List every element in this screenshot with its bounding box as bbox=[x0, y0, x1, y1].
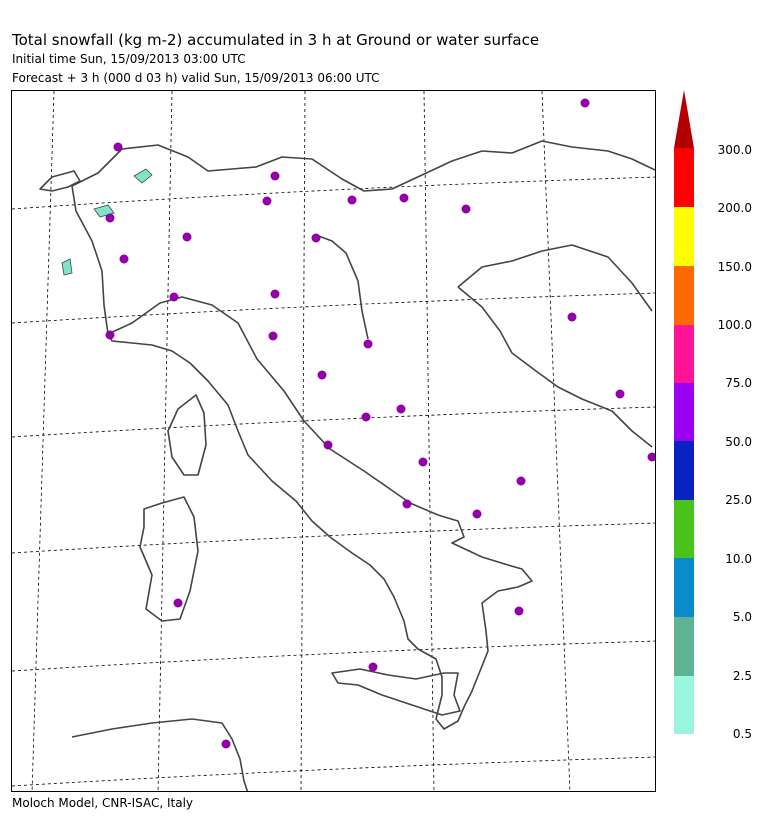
station-marker bbox=[174, 599, 183, 608]
station-marker bbox=[362, 413, 371, 422]
legend-label-10: 300.0 bbox=[717, 143, 752, 157]
legend-label-5: 50.0 bbox=[725, 435, 752, 449]
station-marker bbox=[400, 194, 409, 203]
legend-swatch-2 bbox=[674, 558, 694, 617]
station-marker bbox=[170, 293, 179, 302]
legend-swatch-1 bbox=[674, 617, 694, 676]
map-canvas bbox=[12, 91, 656, 792]
station-marker bbox=[114, 143, 123, 152]
legend-swatch-5 bbox=[674, 383, 694, 441]
legend-label-3: 10.0 bbox=[725, 552, 752, 566]
legend-label-7: 100.0 bbox=[717, 318, 752, 332]
legend-swatch-0 bbox=[674, 676, 694, 734]
map-panel bbox=[11, 90, 656, 792]
station-marker bbox=[318, 371, 327, 380]
station-marker bbox=[581, 99, 590, 108]
station-marker bbox=[648, 453, 657, 462]
adriatic-west-coast bbox=[316, 235, 368, 339]
station-markers bbox=[106, 99, 657, 749]
snow-patch bbox=[134, 169, 152, 183]
station-marker bbox=[269, 332, 278, 341]
parallel-line bbox=[12, 641, 656, 671]
coastlines bbox=[40, 141, 656, 792]
meridian-line bbox=[424, 91, 434, 792]
legend-swatch-9 bbox=[674, 148, 694, 207]
parallel-line bbox=[12, 293, 656, 323]
legend-swatches bbox=[674, 90, 694, 734]
legend-label-8: 150.0 bbox=[717, 260, 752, 274]
legend-label-2: 5.0 bbox=[732, 610, 752, 624]
legend-label-6: 75.0 bbox=[725, 376, 752, 390]
parallel-line bbox=[12, 407, 656, 437]
legend-swatch-7 bbox=[674, 266, 694, 325]
station-marker bbox=[271, 290, 280, 299]
station-marker bbox=[263, 197, 272, 206]
station-marker bbox=[106, 214, 115, 223]
snow-patch bbox=[62, 259, 72, 275]
sardinia-coast bbox=[140, 497, 198, 621]
station-marker bbox=[222, 740, 231, 749]
legend-label-0: 0.5 bbox=[732, 727, 752, 741]
station-marker bbox=[271, 172, 280, 181]
legend-label-4: 25.0 bbox=[725, 493, 752, 507]
legend-label-9: 200.0 bbox=[717, 201, 752, 215]
italy-mainland-coast bbox=[108, 297, 532, 729]
initial-time-label: Initial time Sun, 15/09/2013 03:00 UTC bbox=[12, 52, 246, 66]
meridian-line bbox=[542, 91, 570, 792]
station-marker bbox=[312, 234, 321, 243]
station-marker bbox=[106, 331, 115, 340]
legend-swatch-3 bbox=[674, 500, 694, 558]
parallel-line bbox=[12, 523, 656, 553]
meridian-line bbox=[301, 91, 305, 792]
station-marker bbox=[369, 663, 378, 672]
legend-swatch-8 bbox=[674, 207, 694, 266]
legend-swatch-4 bbox=[674, 441, 694, 500]
legend-swatch-6 bbox=[674, 325, 694, 383]
station-marker bbox=[616, 390, 625, 399]
station-marker bbox=[364, 340, 373, 349]
station-marker bbox=[120, 255, 129, 264]
meridian-line bbox=[32, 91, 54, 792]
station-marker bbox=[515, 607, 524, 616]
parallel-line bbox=[12, 757, 656, 786]
lake-shape bbox=[40, 171, 80, 191]
parallel-line bbox=[12, 177, 656, 209]
station-marker bbox=[419, 458, 428, 467]
station-marker bbox=[403, 500, 412, 509]
map-title: Total snowfall (kg m-2) accumulated in 3 h at Ground or water surface bbox=[12, 31, 540, 49]
station-marker bbox=[397, 405, 406, 414]
balkan-border bbox=[458, 245, 652, 311]
station-marker bbox=[517, 477, 526, 486]
station-marker bbox=[183, 233, 192, 242]
model-credit: Moloch Model, CNR-ISAC, Italy bbox=[12, 796, 194, 810]
corsica-coast bbox=[168, 395, 206, 475]
alps-border bbox=[72, 141, 656, 191]
graticule bbox=[12, 91, 656, 792]
station-marker bbox=[324, 441, 333, 450]
station-marker bbox=[568, 313, 577, 322]
legend-arrow-swatch bbox=[674, 90, 694, 148]
station-marker bbox=[473, 510, 482, 519]
station-marker bbox=[462, 205, 471, 214]
legend-label-1: 2.5 bbox=[732, 669, 752, 683]
station-marker bbox=[348, 196, 357, 205]
forecast-label: Forecast + 3 h (000 d 03 h) valid Sun, 15/09/2013 06:00 UTC bbox=[12, 71, 380, 85]
